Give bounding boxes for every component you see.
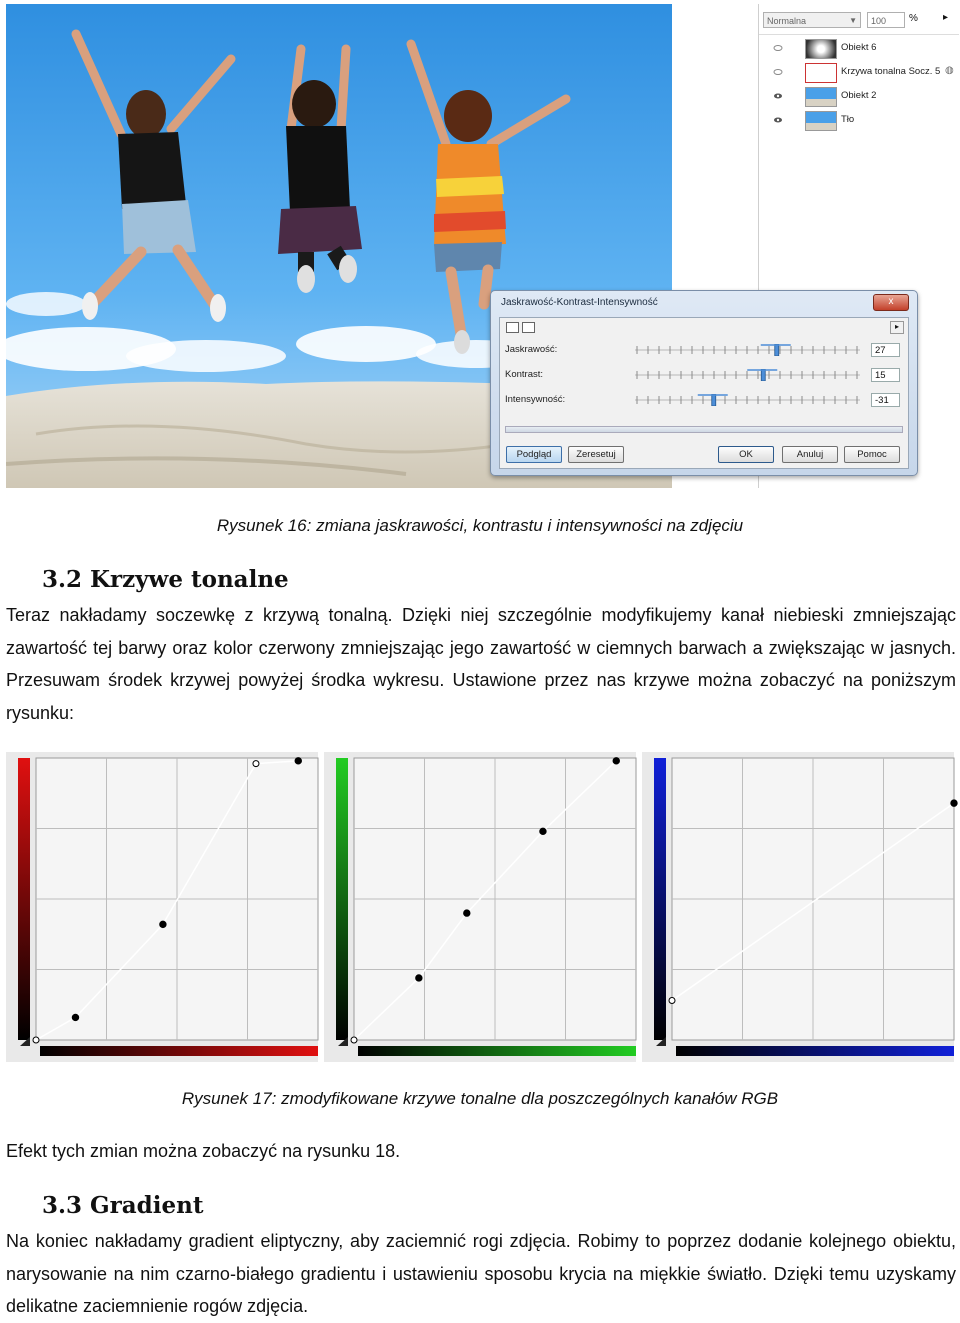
blend-mode-select[interactable]: [763, 12, 861, 28]
curve-point: [253, 761, 259, 767]
curve-point: [72, 1014, 78, 1020]
curve-point: [464, 910, 470, 916]
close-button[interactable]: x: [873, 294, 909, 311]
visibility-on-icon[interactable]: [773, 92, 783, 100]
curve-point: [33, 1037, 39, 1043]
opacity-unit: %: [909, 13, 918, 24]
layer-thumbnail: [805, 39, 837, 59]
dialog-title: Jaskrawość-Kontrast-Intensywność: [501, 297, 658, 308]
layer-row[interactable]: [763, 110, 955, 132]
layer-thumbnail: [805, 111, 837, 131]
reset-button[interactable]: Zeresetuj: [568, 446, 624, 463]
contrast-value[interactable]: 15: [871, 368, 900, 382]
curve-panel-red: [6, 752, 318, 1062]
lens-icon: ◍: [945, 65, 954, 76]
curve-point: [951, 800, 957, 806]
section-paragraph: Teraz nakładamy soczewkę z krzywą tonalną. Dzięki niej szczególnie modyfikujemy kanał niebieski zmniejszając zawartość tej barwy oraz kolor czerwony zmniejszając jego zawartość w ciemnych barwach a zwiększając w jasnych. Przesuwam środek krzywej powyżej środka wykresu. Ustawione przez nas krzywe można zobaczyć na poniższym rysunku:: [6, 605, 956, 723]
layer-row[interactable]: [763, 86, 955, 108]
slider-handle: [761, 369, 765, 381]
body-text: Efekt tych zmian można zobaczyć na rysunku 18.: [6, 1141, 401, 1161]
cancel-button[interactable]: Anuluj: [782, 446, 838, 463]
intensity-value[interactable]: -31: [871, 393, 900, 407]
slider-label: Kontrast:: [505, 369, 544, 380]
layer-row[interactable]: [763, 38, 955, 60]
output-gradient-bar: [336, 758, 348, 1040]
visibility-on-icon[interactable]: [773, 116, 783, 124]
output-gradient-bar: [18, 758, 30, 1040]
contrast-slider[interactable]: [635, 369, 860, 381]
slider-label: Intensywność:: [505, 394, 566, 405]
section-heading: 3.2 Krzywe tonalne: [42, 566, 289, 593]
slider-handle: [712, 394, 716, 406]
menu-arrow-icon[interactable]: ▸: [943, 12, 949, 23]
layer-name: Obiekt 6: [841, 42, 877, 53]
output-gradient-bar: [654, 758, 666, 1040]
layer-name: Krzywa tonalna Socz. 5: [841, 66, 941, 77]
input-gradient-bar: [676, 1046, 954, 1056]
opacity-value: 100: [871, 16, 887, 26]
progress-bar: [505, 426, 903, 433]
curve-point: [669, 998, 675, 1004]
slider-handle: [775, 344, 779, 356]
chevron-down-icon: ▼: [849, 16, 857, 25]
tone-curves-figure: [6, 752, 960, 1062]
view-toggle-icon[interactable]: [522, 322, 535, 333]
visibility-off-icon[interactable]: [773, 68, 783, 76]
figure-caption: Rysunek 16: zmiana jaskrawości, kontrastu i intensywności na zdjęciu: [216, 516, 744, 535]
layer-row[interactable]: [763, 62, 955, 84]
section-heading: 3.3 Gradient: [42, 1192, 204, 1219]
section-paragraph: Na koniec nakładamy gradient eliptyczny, aby zaciemnić rogi zdjęcia. Robimy to poprzez dodanie kolejnego obiektu, narysowanie na nim czarno-białego gradientu i ustawieniu sposobu krycia na miękkie światło. Dzięki temu uzyskamy delikatne zaciemnienie rogów zdjęcia.: [6, 1231, 956, 1316]
menu-arrow-icon[interactable]: ▸: [890, 321, 904, 334]
brightness-value[interactable]: 27: [871, 343, 900, 357]
curve-point: [540, 828, 546, 834]
dialog-body: [499, 317, 909, 469]
figure-caption: Rysunek 17: zmodyfikowane krzywe tonalne dla poszczególnych kanałów RGB: [181, 1089, 779, 1108]
visibility-off-icon[interactable]: [773, 44, 783, 52]
view-toggle-icon[interactable]: [506, 322, 519, 333]
ok-button[interactable]: OK: [718, 446, 774, 463]
curve-point: [351, 1037, 357, 1043]
curve-panel-green: [324, 752, 636, 1062]
curve-point: [160, 921, 166, 927]
preview-button[interactable]: Podgląd: [506, 446, 562, 463]
intensity-slider[interactable]: [635, 394, 860, 406]
curve-point: [613, 758, 619, 764]
input-gradient-bar: [358, 1046, 636, 1056]
layer-thumbnail: [805, 87, 837, 107]
curve-point: [295, 758, 301, 764]
blend-mode-value: Normalna: [767, 16, 807, 26]
curve-panel-blue: [642, 752, 957, 1062]
slider-label: Jaskrawość:: [505, 344, 558, 355]
layer-thumbnail: [805, 63, 837, 83]
layer-name: Tło: [841, 114, 855, 125]
opacity-input[interactable]: [867, 12, 905, 28]
input-gradient-bar: [40, 1046, 318, 1056]
brightness-slider[interactable]: [635, 344, 860, 356]
curve-point: [416, 975, 422, 981]
layer-name: Obiekt 2: [841, 90, 877, 101]
help-button[interactable]: Pomoc: [844, 446, 900, 463]
brightness-contrast-dialog: [490, 290, 918, 476]
